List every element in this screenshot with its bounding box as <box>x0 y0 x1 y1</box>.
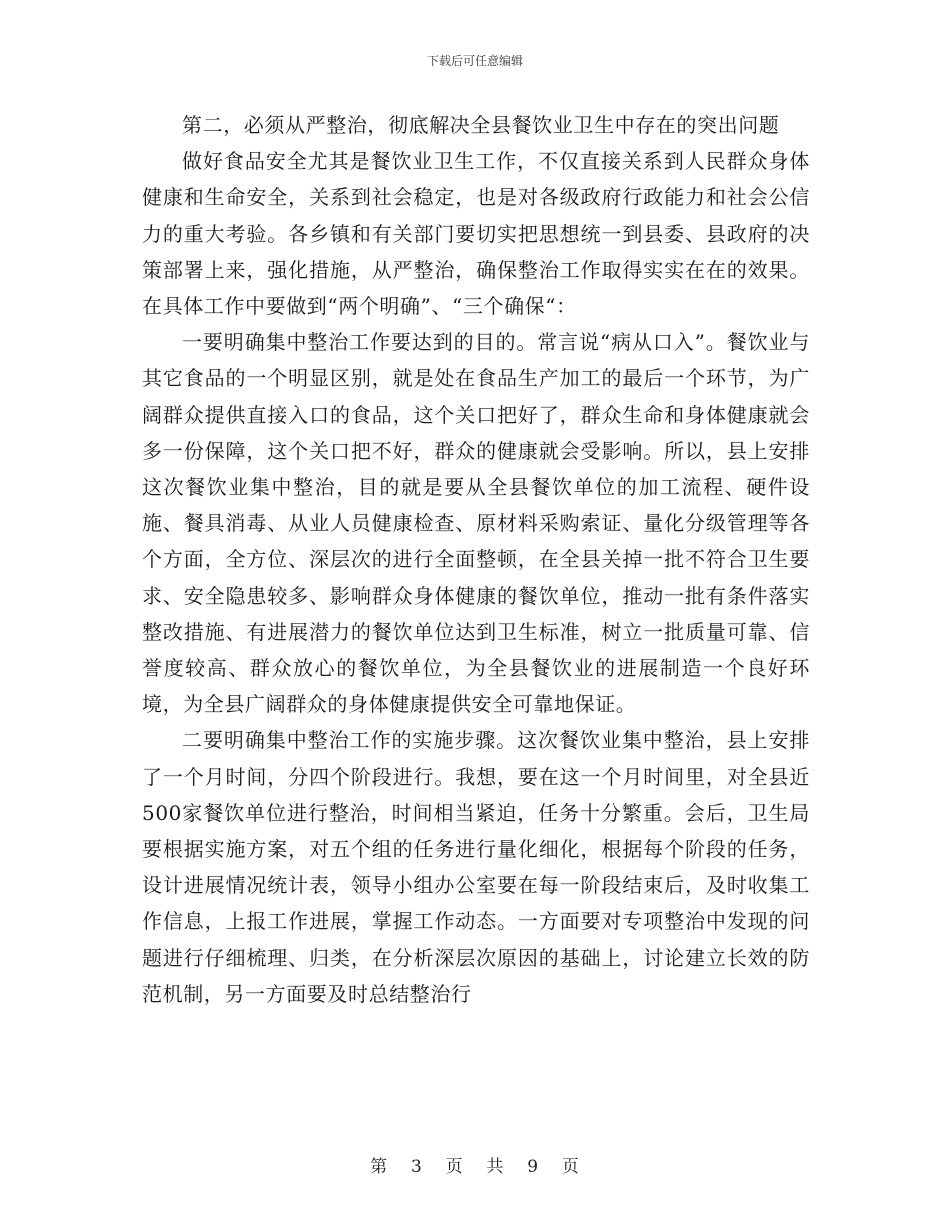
footer-current-page: 3 <box>410 1157 423 1177</box>
footer-prefix: 第 <box>370 1157 389 1177</box>
body-paragraph-steps: 二要明确集中整治工作的实施步骤。这次餐饮业集中整治，县上安排了一个月时间，分四个阶段进行。我想，要在这一个月时间里，对全县近500家餐饮单位进行整治，时间相当紧迫，任务十分繁重。会后，卫生局要根据实施方案，对五个组的任务进行量化细化，根据每个阶段的任务，设计进展情况统计表，领导小组办公室要在每一阶段结束后，及时收集工作信息，上报工作进展，掌握工作动态。一方面要对专项整治中发现的问题进行仔细梳理、归类，在分析深层次原因的基础上，讨论建立长效的防范机制，另一方面要及时总结整治行 <box>142 728 810 1006</box>
page-header-note: 下载后可任意编辑 <box>426 54 523 68</box>
section-heading: 第二，必须从严整治，彻底解决全县餐饮业卫生中存在的突出问题 <box>182 113 780 137</box>
page-footer <box>0 1152 950 1177</box>
document-body <box>142 107 810 1012</box>
footer-page-word: 页 <box>445 1157 464 1177</box>
footer-total-word: 共 <box>486 1157 505 1177</box>
body-paragraph-intro: 做好食品安全尤其是餐饮业卫生工作，不仅直接关系到人民群众身体健康和生命安全，关系到社会稳定，也是对各级政府行政能力和社会公信力的重大考验。各乡镇和有关部门要切实把思想统一到县委、县政府的决策部署上来，强化措施，从严整治，确保整治工作取得实实在在的效果。在具体工作中要做到“两个明确”、“三个确保“： <box>142 149 810 319</box>
footer-suffix: 页 <box>561 1157 580 1177</box>
footer-total-pages: 9 <box>527 1157 540 1177</box>
body-paragraph-goal: 一要明确集中整治工作要达到的目的。常言说“病从口入”。餐饮业与其它食品的一个明显区别，就是处在食品生产加工的最后一个环节，为广阔群众提供直接入口的食品，这个关口把好了，群众生命和身体健康就会多一份保障，这个关口把不好，群众的健康就会受影响。所以，县上安排这次餐饮业集中整治，目的就是要从全县餐饮单位的加工流程、硬件设施、餐具消毒、从业人员健康检查、原材料采购索证、量化分级管理等各个方面，全方位、深层次的进行全面整顿，在全县关掉一批不符合卫生要求、安全隐患较多、影响群众身体健康的餐饮单位，推动一批有条件落实整改措施、有进展潜力的餐饮单位达到卫生标准，树立一批质量可靠、信誉度较高、群众放心的餐饮单位，为全县餐饮业的进展制造一个良好环境，为全县广阔群众的身体健康提供安全可靠地保证。 <box>142 330 810 717</box>
